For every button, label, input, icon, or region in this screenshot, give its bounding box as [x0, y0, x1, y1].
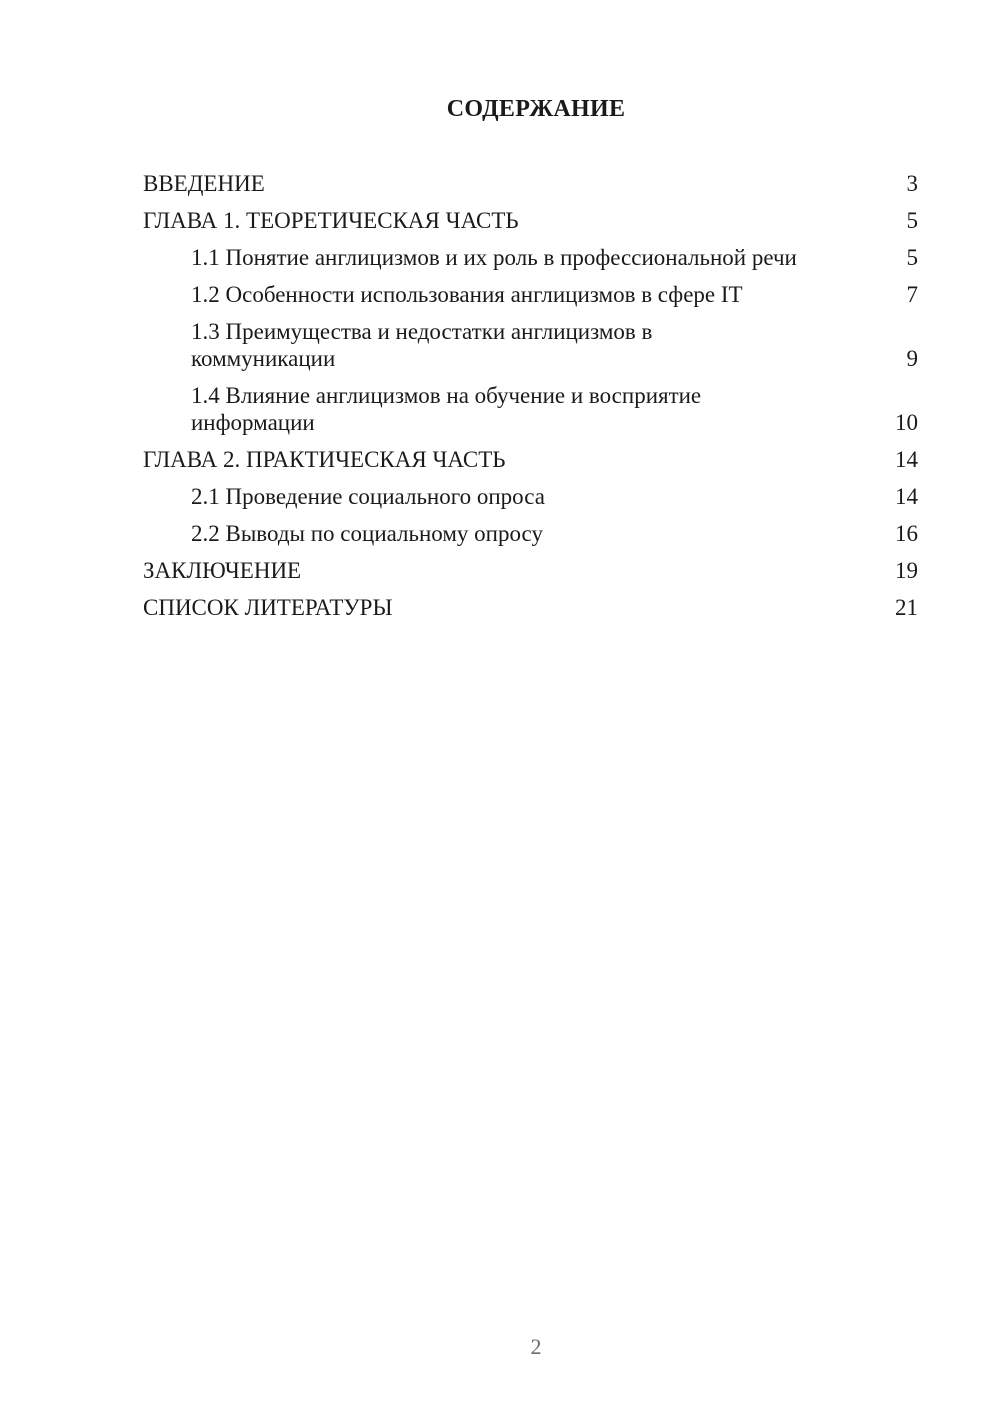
- toc-entry-page: 14: [895, 447, 918, 472]
- page-title: СОДЕРЖАНИЕ: [446, 96, 626, 122]
- toc-entry-introduction[interactable]: [143, 170, 918, 197]
- toc-entry-page: 19: [895, 558, 918, 583]
- toc-entry-section-1-2[interactable]: [143, 281, 918, 308]
- toc-entry-text: 2.1 Проведение социального опроса: [191, 484, 545, 509]
- toc-entry-page: 14: [895, 484, 918, 509]
- toc-entry-text: 1.2 Особенности использования англицизмов в сфере IT: [191, 282, 743, 307]
- toc-entry-chapter-1[interactable]: [143, 207, 918, 234]
- toc-entry-section-1-3[interactable]: [143, 318, 918, 372]
- toc-entry-text: 1.3 Преимущества и недостатки англицизмов в коммуникации: [191, 319, 653, 371]
- toc-entry-page: 5: [906, 208, 918, 233]
- toc-entry-page: 16: [895, 521, 918, 546]
- table-of-contents: [143, 170, 918, 631]
- toc-entry-page: 3: [906, 171, 918, 196]
- toc-entry-text: ВВЕДЕНИЕ: [143, 171, 265, 196]
- toc-entry-section-2-1[interactable]: [143, 483, 918, 510]
- toc-entry-conclusion[interactable]: [143, 557, 918, 584]
- toc-entry-section-2-2[interactable]: [143, 520, 918, 547]
- toc-entry-text: 1.1 Понятие англицизмов и их роль в профессиональной речи: [191, 245, 797, 270]
- toc-entry-page: 21: [895, 595, 918, 620]
- toc-entry-page: 9: [906, 346, 918, 371]
- toc-entry-text: 2.2 Выводы по социальному опросу: [191, 521, 543, 546]
- toc-entry-section-1-4[interactable]: [143, 382, 918, 436]
- toc-entry-references[interactable]: [143, 594, 918, 621]
- toc-entry-text: СПИСОК ЛИТЕРАТУРЫ: [143, 595, 393, 620]
- toc-entry-page: 5: [906, 245, 918, 270]
- toc-entry-section-1-1[interactable]: [143, 244, 918, 271]
- toc-entry-text: ГЛАВА 1. ТЕОРЕТИЧЕСКАЯ ЧАСТЬ: [143, 208, 519, 233]
- toc-entry-text: ЗАКЛЮЧЕНИЕ: [143, 558, 302, 583]
- toc-entry-text: ГЛАВА 2. ПРАКТИЧЕСКАЯ ЧАСТЬ: [143, 447, 506, 472]
- toc-entry-page: 10: [895, 410, 918, 435]
- toc-entry-page: 7: [906, 282, 918, 307]
- toc-entry-text: 1.4 Влияние англицизмов на обучение и восприятие информации: [191, 383, 702, 435]
- toc-entry-chapter-2[interactable]: [143, 446, 918, 473]
- page-number: 2: [530, 1334, 542, 1359]
